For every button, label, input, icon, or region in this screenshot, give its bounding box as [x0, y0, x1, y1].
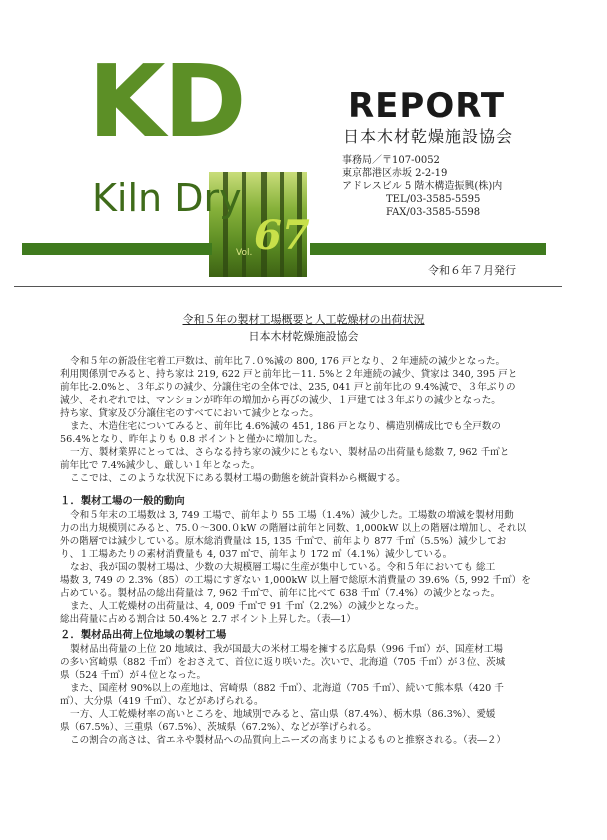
volume-prefix: Vol.	[236, 248, 253, 258]
text-line: 総出荷量に占める割合は 50.4%と 2.7 ポイント上昇した。（表―1）	[60, 614, 357, 625]
text-line: の多い宮崎県（882 千㎥）をおさえて、首位に返り咲いた。次いで、北海道（705 千㎥）が３位、茨城	[60, 657, 506, 668]
address-line: アドレスビル 5 階木構造振興(株)内	[342, 181, 503, 192]
text-line: 製材品出荷量の上位 20 地域は、我が国最大の米材工場を擁する広島県（996 千㎥）が、国産材工場	[70, 644, 504, 655]
article-byline: 日本木材乾燥施設協会	[248, 330, 359, 343]
text-line: 令和５年の新設住宅着工戸数は、前年比７.０%減の 800, 176 戸となり、２年連続の減少となった。	[70, 356, 506, 367]
text-line: 利用関係別でみると、持ち家は 219, 622 戸と前年比－11. 5%と２年連続の減少、貸家は 340, 395 戸と	[60, 369, 518, 380]
green-bar-left	[22, 243, 212, 255]
text-line: この割合の高さは、省エネや製材品への品質向上ニーズの高まりによるものと推察される。（表―２）	[70, 735, 507, 746]
text-line: 前年比-2.0%と、３年ぶりの減少、分譲住宅の全体では、235, 041 戸と前年比の 9.4%減で、３年ぶりの	[60, 382, 516, 393]
issue-date: 令和６年７月発行	[428, 264, 516, 277]
text-line: 県（524 千㎥）が４位となった。	[60, 670, 207, 681]
article-title-text: 令和５年の製材工場概要と人工乾燥材の出荷状況	[182, 313, 425, 326]
address-line: 東京都港区赤坂 2-2-19	[342, 168, 448, 179]
text-line: 力の出力規模別にみると、75.０～300.０kW の階層は前年と同数、1,000kW 以上の階層は増加し、それ以	[60, 523, 527, 534]
logo-kd: KD	[88, 43, 245, 160]
green-bar-right	[310, 243, 546, 255]
text-line: また、人工乾燥材の出荷量は、4, 009 千㎥で 91 千㎥（2.2%）の減少となった。	[70, 601, 425, 612]
logo-kiln-dry: Kiln Dry	[92, 176, 242, 220]
association-name: 日本木材乾燥施設協会	[343, 127, 514, 146]
text-line: 56.4%となり、昨年よりも 0.8 ポイントと僅かに増加した。	[60, 434, 323, 445]
text-line: 減少、それぞれでは、マンションが昨年の増加から再びの減少、１戸建ては３年ぶりの減少となった。	[60, 395, 501, 406]
text-line: 令和５年末の工場数は 3, 749 工場で、前年より 55 工場（1.4%）減少した。工場数の増減を製材用動	[70, 510, 514, 521]
text-line: また、木造住宅についてみると、前年比 4.6%減の 451, 186 戸となり、構造別構成比でも全戸数の	[70, 421, 502, 432]
header-rule	[14, 286, 562, 287]
address-line: 事務局／〒107-0052	[342, 155, 440, 166]
article-title	[0, 313, 607, 327]
address-line: TEL/03-3585-5595	[386, 194, 481, 205]
report-heading: REPORT	[348, 86, 506, 126]
text-line: 前年比で 7.4%減少し、厳しい１年となった。	[60, 460, 261, 471]
text-line: ここでは、このような状況下にある製材工場の動態を統計資料から概観する。	[70, 473, 406, 484]
text-line: 外の階層では減少している。原木総消費量は 15, 135 千㎥で、前年より 877 千㎥（5.5%）減少してお	[60, 536, 507, 547]
section2-title: ２．製材品出荷上位地域の製材工場	[60, 629, 227, 641]
section1-title: １．製材工場の一般的動向	[60, 495, 185, 507]
address-line: FAX/03-3585-5598	[386, 207, 481, 218]
text-line: 占めている。製材品の総出荷量は 7, 962 千㎥で、前年に比べて 638 千㎥（7.4%）の減少となった。	[60, 588, 501, 599]
text-line: 一方、製材業界にとっては、さらなる持ち家の減少にともない、製材品の出荷量も総数 7, 962 千㎥と	[70, 447, 510, 458]
text-line: また、国産材 90%以上の産地は、宮崎県（882 千㎥）、北海道（705 千㎥）、続いて熊本県（420 千	[70, 683, 504, 694]
text-line: ㎥）、大分県（419 千㎥）、などがあげられる。	[60, 696, 264, 707]
text-line: 持ち家、貸家及び分譲住宅のすべてにおいて減少となった。	[60, 408, 319, 419]
volume-number: 67	[254, 212, 310, 259]
text-line: なお、我が国の製材工場は、少数の大規模層工場に生産が集中している。令和５年においても 総工	[70, 562, 496, 573]
text-line: 一方、人工乾燥材率の高いところを、地域別でみると、富山県（87.4%）、栃木県（86.3%）、愛媛	[70, 709, 496, 720]
text-line: り、１工場あたりの素材消費量も 4, 037 ㎥で、前年より 172 ㎥（4.1%）減少している。	[60, 549, 453, 560]
text-line: 場数 3, 749 の 2.3%（85）の工場にすぎない 1,000kW 以上層で総原木消費量の 39.6%（5, 992 千㎥）を	[60, 575, 531, 586]
text-line: 県（67.5%）、三重県（67.5%）、茨城県（67.2%）、などが挙げられる。	[60, 722, 377, 733]
